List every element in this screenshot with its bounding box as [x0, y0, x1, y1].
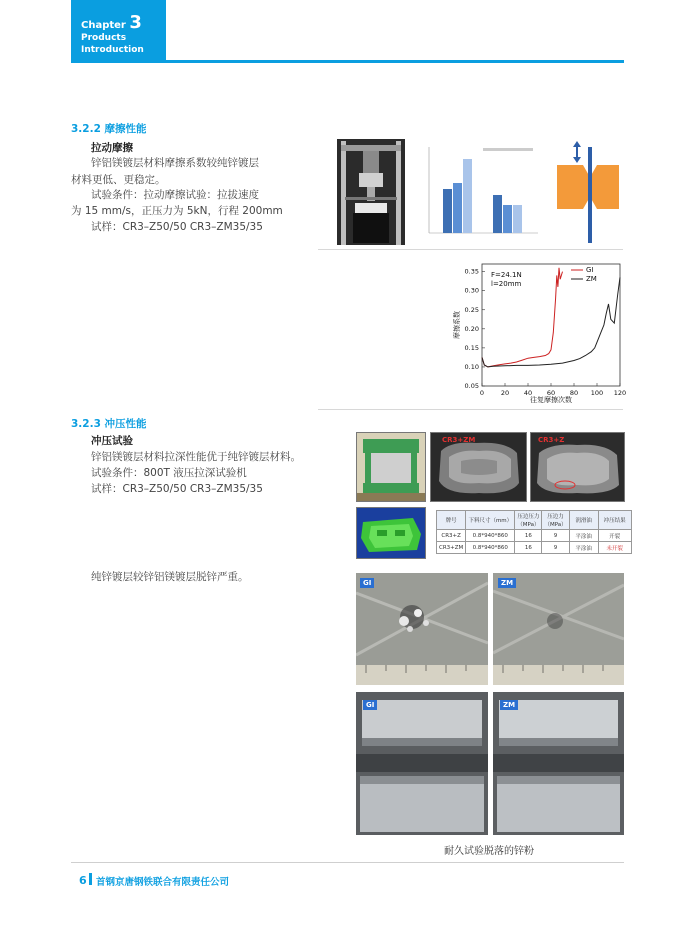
- footer-rule: [71, 862, 624, 863]
- friction-bar-chart-image: [413, 139, 543, 245]
- zm-powder-photo: [493, 573, 624, 685]
- page-number-bar: [89, 873, 92, 885]
- table-cell: 开裂: [598, 530, 631, 542]
- chapter-header-box: [71, 0, 166, 60]
- powdering-desc: 纯锌镀层较锌铝镁镀层脱锌严重。: [91, 571, 249, 583]
- chart-annotation-length: l=20mm: [491, 280, 522, 288]
- table-row: [437, 530, 632, 542]
- x-tick-label: 20: [500, 389, 510, 397]
- subtitle-friction: 拉动摩擦: [91, 142, 133, 154]
- x-tick-label: 0: [479, 389, 485, 397]
- zm-durability-photo: [493, 692, 624, 835]
- tag-gi-top: GI: [360, 578, 374, 588]
- table-cell: 平涂油: [569, 542, 598, 554]
- x-tick-label: 40: [523, 389, 533, 397]
- stamping-condition: 试验条件：800T 液压拉深试验机: [91, 467, 247, 479]
- table-row: [437, 542, 632, 554]
- friction-coefficient-chart: [437, 258, 627, 408]
- subtitle-stamping: 冲压试验: [91, 435, 133, 447]
- section-title-friction: 3.2.2 摩擦性能: [71, 123, 147, 135]
- friction-condition-2: 为 15 mm/s，正压力为 5kN，行程 200mm: [71, 205, 283, 217]
- table-cell: CR3+ZM: [437, 542, 466, 554]
- gi-powder-photo: [356, 573, 488, 685]
- y-tick-label: 0.15: [464, 343, 479, 352]
- legend-label-zm: ZM: [586, 275, 597, 283]
- x-tick-label: 100: [590, 389, 604, 397]
- table-cell: 16: [515, 530, 542, 542]
- y-tick-label: 0.20: [464, 324, 479, 333]
- friction-sample: 试样：CR3–Z50/50 CR3–ZM35/35: [91, 221, 263, 233]
- table-cell: 平涂油: [569, 530, 598, 542]
- table-cell: CR3+Z: [437, 530, 466, 542]
- x-tick-label: 120: [613, 389, 627, 397]
- table-cell: 0.8*940*860: [466, 542, 515, 554]
- table-header-row: [437, 511, 632, 530]
- header-rule: [71, 60, 624, 63]
- stamping-sample: 试样：CR3–Z50/50 CR3–ZM35/35: [91, 483, 263, 495]
- friction-desc-1: 锌铝镁镀层材料摩擦系数较纯锌镀层: [91, 157, 259, 169]
- y-tick-label: 0.35: [464, 267, 479, 276]
- x-tick-label: 60: [546, 389, 556, 397]
- chart-annotation-force: F=24.1N: [491, 271, 522, 279]
- table-cell: 16: [515, 542, 542, 554]
- chapter-number: 3: [129, 12, 142, 33]
- friction-machine-photo: [337, 139, 405, 245]
- divider-friction-images: [318, 249, 623, 250]
- tag-zm-bottom: ZM: [500, 700, 518, 710]
- table-header-cell: 压边力（MPa）: [542, 511, 569, 530]
- table-header-cell: 压边压力（MPa）: [515, 511, 542, 530]
- tag-zm-top: ZM: [498, 578, 516, 588]
- page-number: 6: [79, 874, 87, 887]
- divider-friction-section: [318, 409, 623, 410]
- y-tick-label: 0.05: [464, 382, 479, 390]
- table-cell: 9: [542, 542, 569, 554]
- chapter-label: [81, 12, 142, 33]
- x-tick-label: 80: [569, 389, 579, 397]
- part-label-zm: CR3+ZM: [442, 436, 476, 444]
- friction-desc-2: 材料更低、更稳定。: [71, 174, 166, 186]
- chart-x-axis-label: 往复摩擦次数: [530, 396, 572, 404]
- chapter-word: Chapter: [81, 20, 126, 31]
- table-cell: 未开裂: [598, 542, 631, 554]
- section-title-stamping: 3.2.3 冲压性能: [71, 418, 147, 430]
- chapter-line-products: Products: [81, 33, 127, 43]
- powder-caption: 耐久试验脱落的锌粉: [444, 846, 534, 857]
- stamping-desc: 锌铝镁镀层材料拉深性能优于纯锌镀层材料。: [91, 451, 301, 463]
- press-machine-photo: [356, 432, 426, 502]
- stamping-result-table-wrap: [436, 510, 632, 554]
- table-cell: 9: [542, 530, 569, 542]
- friction-condition-1: 试验条件：拉动摩擦试验：拉拔速度: [91, 189, 259, 201]
- table-cell: 0.8*940*860: [466, 530, 515, 542]
- table-header-cell: 润滑油: [569, 511, 598, 530]
- stamping-result-table: [436, 510, 632, 554]
- simulation-model-image: [356, 507, 426, 559]
- y-tick-label: 0.25: [464, 305, 479, 314]
- chart-y-axis-label: 摩擦系数: [453, 311, 461, 339]
- chapter-line-introduction: Introduction: [81, 45, 144, 55]
- tag-gi-bottom: GI: [363, 700, 377, 710]
- y-tick-label: 0.30: [464, 286, 479, 295]
- gi-durability-photo: [356, 692, 488, 835]
- legend-label-gi: GI: [586, 266, 594, 274]
- y-tick-label: 0.10: [464, 362, 479, 371]
- table-header-cell: 牌号: [437, 511, 466, 530]
- company-name: 首钢京唐钢铁联合有限责任公司: [96, 877, 230, 888]
- friction-diagram: [553, 139, 623, 245]
- part-label-z: CR3+Z: [538, 436, 565, 444]
- table-header-cell: 下料尺寸（mm）: [466, 511, 515, 530]
- table-header-cell: 冲压结果: [598, 511, 631, 530]
